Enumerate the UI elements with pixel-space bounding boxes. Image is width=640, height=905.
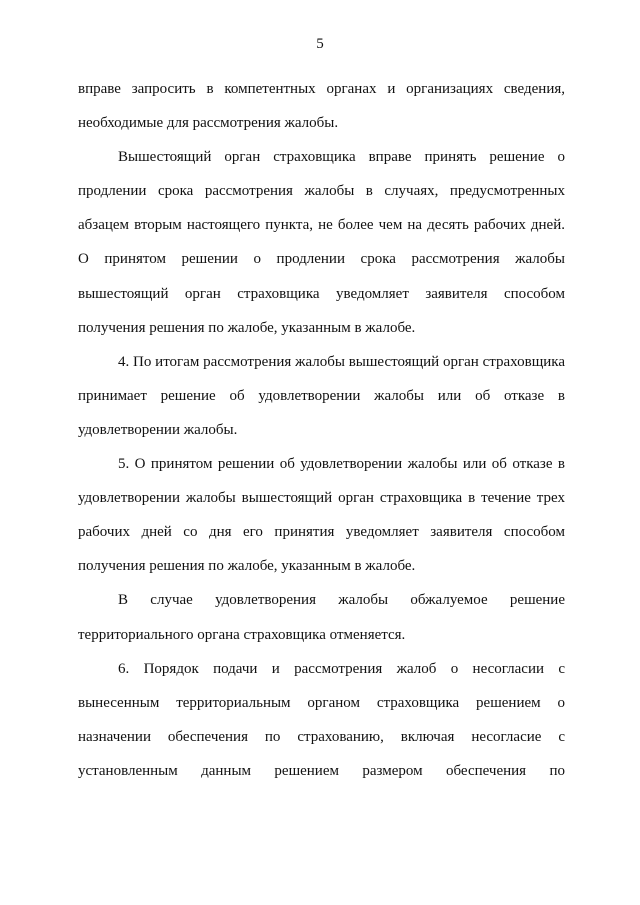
paragraph-item-4: 4. По итогам рассмотрения жалобы вышестоящий орган страховщика принимает решение об удовлетворении жалобы или об отказе в удовлетворении жалобы. [78, 353, 565, 438]
paragraph-extension-decision: Вышестоящий орган страховщика вправе принять решение о продлении срока рассмотрения жалобы в случаях, предусмотренных абзацем вторым настоящего пункта, не более чем на десять рабочих дней. О принятом решении о продлении срока рассмотрения жалобы вышестоящий орган страховщика уведомляет заявителя способом получения решения по жалобе, указанным в жалобе. [78, 149, 565, 336]
paragraph-item-5: 5. О принятом решении об удовлетворении жалобы или об отказе в удовлетворении жалобы вышестоящий орган страховщика в течение трех рабочих дней со дня его принятия уведомляет заявителя способом получения решения по жалобе, указанным в жалобе. [78, 456, 565, 575]
document-body [78, 72, 565, 788]
page-number: 5 [316, 36, 324, 52]
paragraph-complaint-satisfied: В случае удовлетворения жалобы обжалуемое решение территориального органа страховщика отменяется. [78, 592, 565, 643]
paragraph-item-6: 6. Порядок подачи и рассмотрения жалоб о несогласии с вынесенным территориальным органом страховщика решением о назначении обеспечения по страхованию, включая несогласие с установленным данным решением размером обеспечения по [78, 660, 565, 779]
paragraph-continuation: вправе запросить в компетентных органах и организациях сведения, необходимые для рассмотрения жалобы. [78, 81, 565, 132]
